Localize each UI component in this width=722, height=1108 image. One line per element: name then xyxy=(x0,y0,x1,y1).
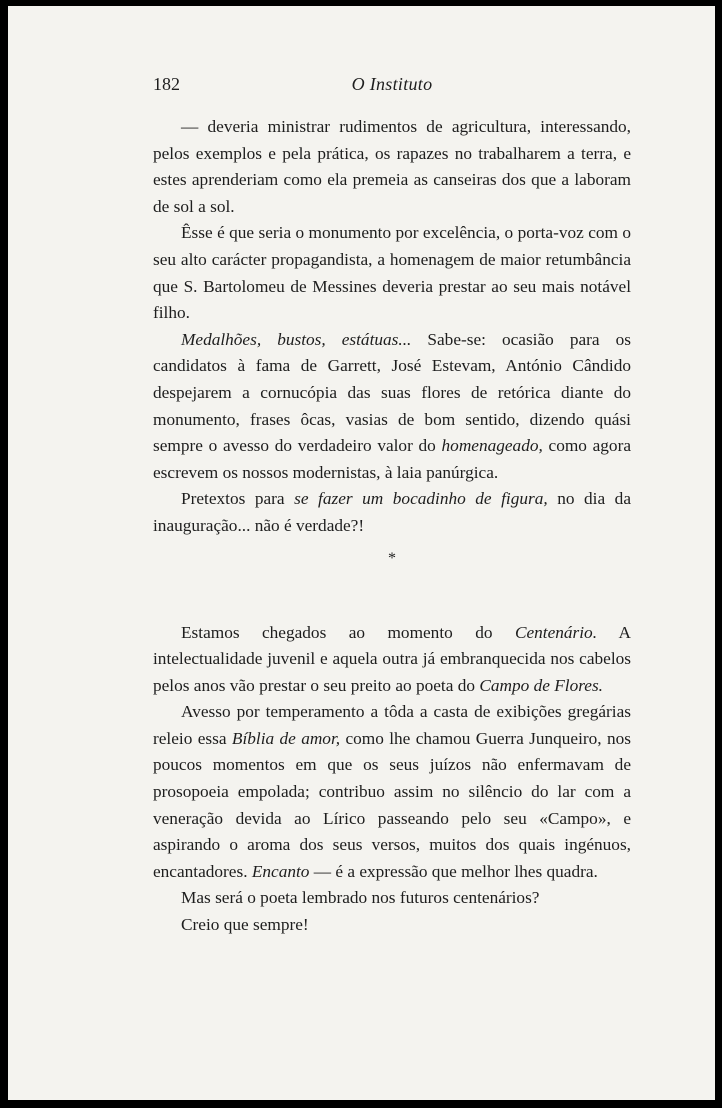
paragraph xyxy=(153,220,631,326)
paragraph xyxy=(153,912,631,939)
text-run: A intelectualidade juvenil e aquela outra já embranquecida nos cabelos pelos anos vão prestar o seu preito ao poeta do xyxy=(153,622,631,695)
text-run: Êsse é que seria o monumento por excelência, o porta-voz com o seu alto carácter propagandista, a homenagem de maior retumbância que S. Bartolomeu de Messines deveria prestar ao seu mais notável filho. xyxy=(153,223,631,323)
text-run: Creio que sempre! xyxy=(181,915,309,935)
paragraph xyxy=(153,486,631,539)
paragraph xyxy=(153,699,631,885)
text-run: como agora escrevem os nossos modernistas, à laia panúrgica. xyxy=(153,436,631,482)
text-run: Avesso por temperamento a tôda a casta de exibições gregárias releio essa xyxy=(153,702,631,748)
italic-text: homenageado, xyxy=(441,436,543,456)
text-run: Estamos chegados ao momento do xyxy=(181,622,515,642)
section-break-asterisk: * xyxy=(388,549,396,567)
text-part-2 xyxy=(153,620,631,939)
text-part-1 xyxy=(153,114,631,540)
body-text xyxy=(153,114,631,939)
text-run: Mas será o poeta lembrado nos futuros centenários? xyxy=(181,888,540,908)
italic-text: Campo de Flores. xyxy=(479,675,604,695)
text-run: Sabe-se: ocasião para os candidatos à fama de Garrett, José Estevam, António Cândido despejarem a cornucópia das suas flores de retórica diante do monumento, frases ôcas, vasias de bom sentido, dizendo quási sempre o avesso do verdadeiro valor do xyxy=(153,329,631,456)
running-title: O Instituto xyxy=(351,74,433,94)
text-run: no dia da inauguração... não é verdade?! xyxy=(153,489,631,535)
italic-text: Centenário. xyxy=(514,622,598,642)
page-header xyxy=(153,74,631,98)
paragraph xyxy=(153,327,631,487)
page-number: 182 xyxy=(153,74,180,94)
text-run: — deveria ministrar rudimentos de agricultura, interessando, pelos exemplos e pela prática, os rapazes no trabalharem a terra, e estes aprenderiam como ela premeia as canseiras dos que a laboram de sol a sol. xyxy=(153,117,631,216)
text-run: Pretextos para xyxy=(181,489,295,509)
paragraph xyxy=(153,885,631,912)
italic-text: Medalhões, bustos, estátuas... xyxy=(181,329,412,349)
text-run: como lhe chamou Guerra Junqueiro, nos poucos momentos em que os seus juízos não enfermavam de prosopoeia empolada; contribuo assim no silêncio do lar com a veneração devida ao Lírico passeando pelo seu «Campo», e aspirando o aroma dos seus versos, muitos dos quais ingénuos, encantadores. xyxy=(153,728,631,881)
book-page xyxy=(8,6,715,1100)
italic-text: Encanto xyxy=(251,861,310,881)
italic-text: Bíblia de amor, xyxy=(231,728,341,748)
paragraph xyxy=(153,620,631,700)
paragraph xyxy=(153,114,631,220)
italic-text: se fazer um bocadinho de figura, xyxy=(294,489,548,509)
text-run: — é a expressão que melhor lhes quadra. xyxy=(309,861,598,881)
